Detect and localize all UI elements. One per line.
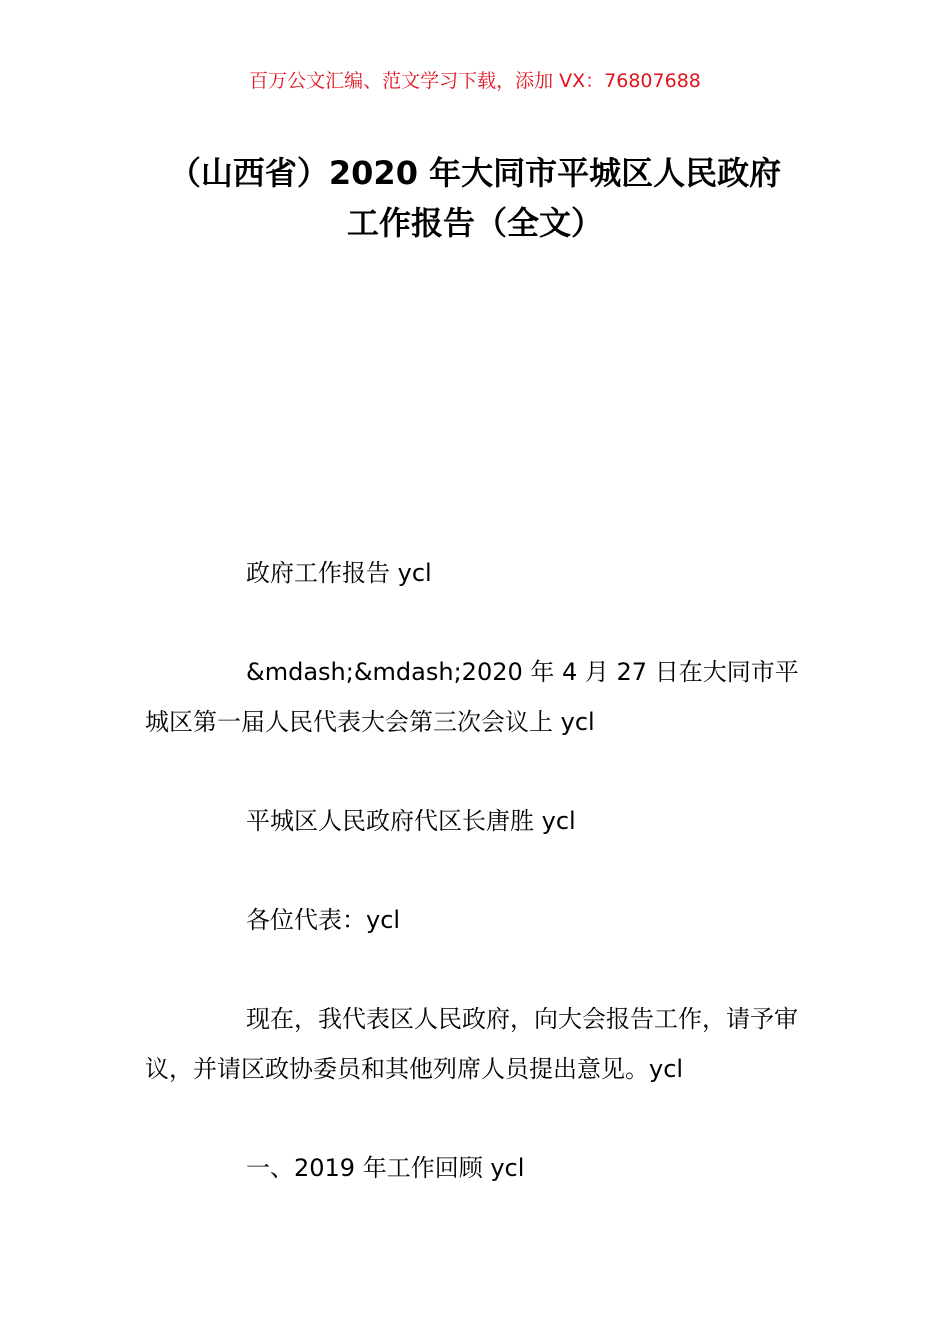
document-title-line-1: （山西省）2020 年大同市平城区人民政府 <box>168 154 782 192</box>
header-watermark-note: 百万公文汇编、范文学习下载，添加 VX：76807688 <box>249 70 701 92</box>
document-body <box>145 548 810 1242</box>
document-title-line-2: 工作报告（全文） <box>346 204 603 242</box>
paragraph-section-heading: 一、2019 年工作回顾 ycl <box>246 1154 525 1182</box>
paragraph-report-name: 政府工作报告 ycl <box>246 559 432 587</box>
document-title <box>0 148 950 248</box>
paragraph-meeting-info: &mdash;&mdash;2020 年 4 月 27 日在大同市平城区第一届人民代表大会第三次会议上 ycl <box>145 658 799 736</box>
paragraph-salutation: 各位代表：ycl <box>246 906 401 934</box>
paragraph-speaker: 平城区人民政府代区长唐胜 ycl <box>246 807 576 835</box>
paragraph-opening: 现在，我代表区人民政府，向大会报告工作，请予审议，并请区政协委员和其他列席人员提出意见。ycl <box>145 1005 798 1083</box>
